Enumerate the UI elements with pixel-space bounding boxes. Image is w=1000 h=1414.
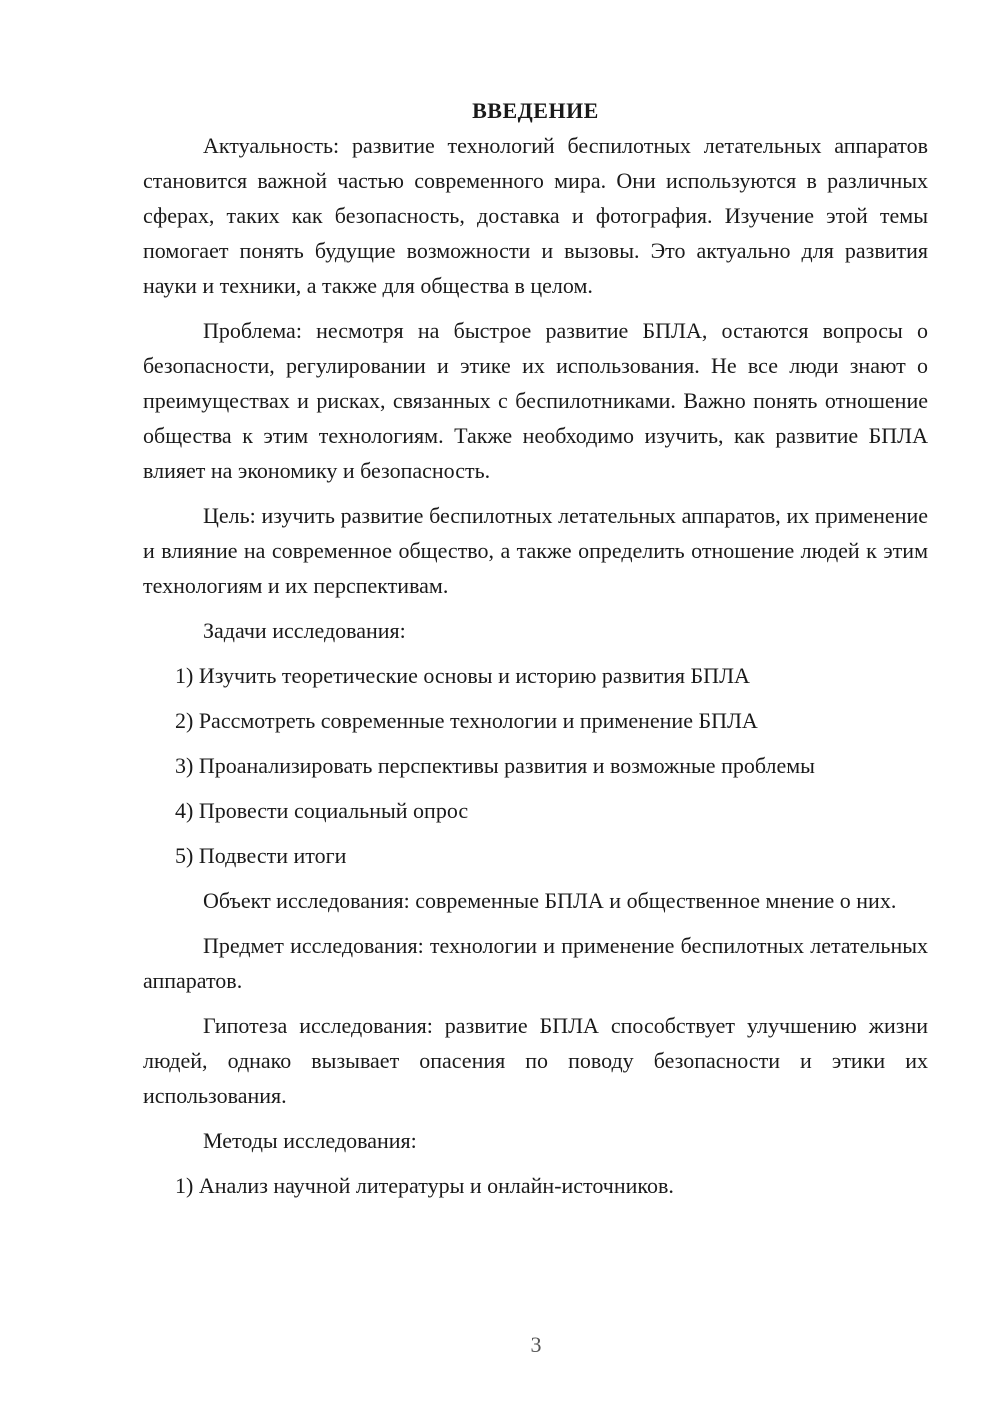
methods-heading: Методы исследования: <box>203 1128 417 1153</box>
task-item: 5) Подвести итоги <box>175 843 347 868</box>
paragraph-subject: Предмет исследования: технологии и применение беспилотных летательных аппаратов. <box>143 933 928 993</box>
page-content <box>143 93 928 1213</box>
paragraph-relevance: Актуальность: развитие технологий беспилотных летательных аппаратов становится важной частью современного мира. Они используются в различных сферах, таких как безопасность, доставка и фотография. Изучение этой темы помогает понять будущие возможности и вызовы. Это актуально для развития науки и техники, а также для общества в целом. <box>143 133 928 298</box>
tasks-heading: Задачи исследования: <box>203 618 406 643</box>
paragraph-problem: Проблема: несмотря на быстрое развитие БПЛА, остаются вопросы о безопасности, регулировании и этике их использования. Не все люди знают о преимуществах и рисках, связанных с беспилотниками. Важно понять отношение общества к этим технологиям. Также необходимо изучить, как развитие БПЛА влияет на экономику и безопасность. <box>143 318 928 483</box>
paragraph-hypothesis: Гипотеза исследования: развитие БПЛА способствует улучшению жизни людей, однако вызывает опасения по поводу безопасности и этики их использования. <box>143 1013 928 1108</box>
task-item: 4) Провести социальный опрос <box>175 798 469 823</box>
paragraph-goal: Цель: изучить развитие беспилотных летательных аппаратов, их применение и влияние на современное общество, а также определить отношение людей к этим технологиям и их перспективам. <box>143 503 928 598</box>
page-title: ВВЕДЕНИЕ <box>472 98 599 123</box>
task-item: 2) Рассмотреть современные технологии и применение БПЛА <box>175 708 758 733</box>
method-item: 1) Анализ научной литературы и онлайн-источников. <box>175 1173 674 1198</box>
task-item: 3) Проанализировать перспективы развития и возможные проблемы <box>175 753 815 778</box>
page-number: 3 <box>530 1332 542 1357</box>
paragraph-object: Объект исследования: современные БПЛА и общественное мнение о них. <box>203 888 897 913</box>
task-item: 1) Изучить теоретические основы и историю развития БПЛА <box>175 663 750 688</box>
